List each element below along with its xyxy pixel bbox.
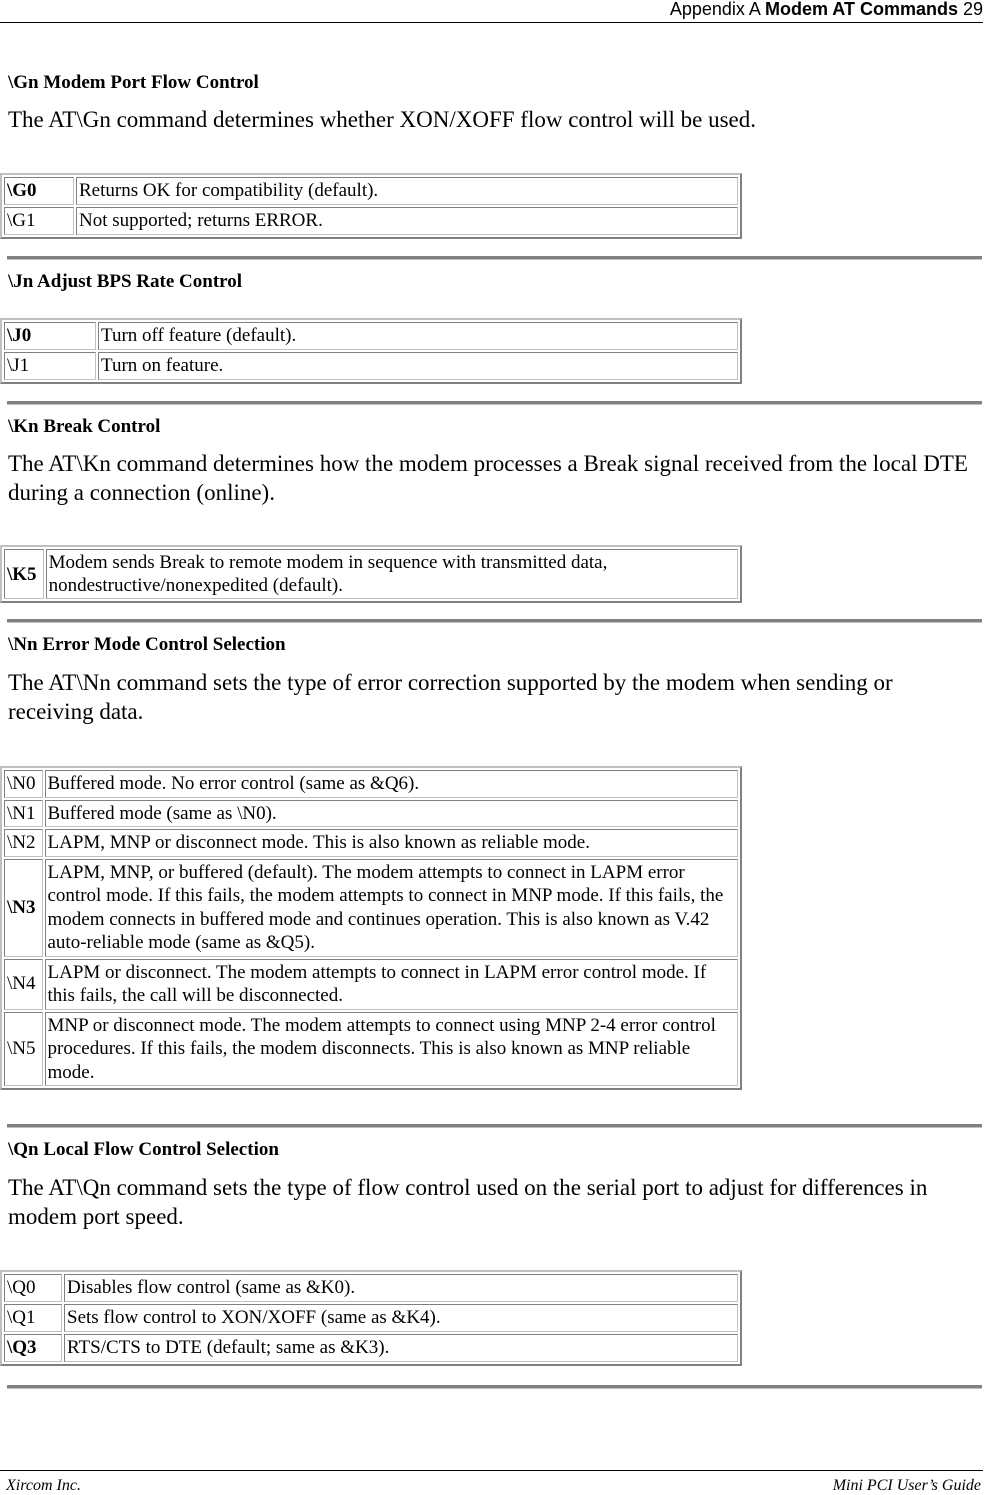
section-divider [7, 1124, 982, 1128]
command-table-gn [0, 173, 742, 239]
table-row [4, 859, 738, 957]
command-description: Buffered mode (same as \N0). [45, 800, 739, 828]
table-row [4, 207, 738, 235]
table-row [4, 959, 738, 1010]
command-description: LAPM or disconnect. The modem attempts to connect in LAPM error control mode. If this fails, the call will be disconnected. [45, 959, 739, 1010]
command-code: \G1 [4, 207, 74, 235]
command-code: \N3 [4, 859, 43, 957]
table-row [4, 1274, 738, 1302]
command-code: \K5 [4, 549, 44, 599]
command-description: LAPM, MNP or disconnect mode. This is also known as reliable mode. [45, 829, 739, 857]
command-description: LAPM, MNP, or buffered (default). The modem attempts to connect in LAPM error control mode. If this fails, the modem attempts to connect in MNP mode. If this fails, the modem connects in buffered mode and continues operation. This is also known as V.42 auto-reliable mode (same as &Q5). [45, 859, 739, 957]
command-table-kn [0, 545, 742, 603]
section-description-qn: The AT\Qn command sets the type of flow control used on the serial port to adjust for differences in modem port speed. [8, 1175, 928, 1229]
section-heading-qn: \Qn Local Flow Control Selection [8, 1139, 279, 1160]
header-appendix-label: Appendix A [669, 0, 765, 19]
table-row [4, 770, 738, 798]
command-code: \N1 [4, 800, 43, 828]
section-description-gn: The AT\Gn command determines whether XON/XOFF flow control will be used. [8, 107, 757, 132]
page-number: 29 [957, 0, 983, 19]
page-footer [0, 1470, 983, 1494]
table-row [4, 177, 738, 205]
command-table-qn [0, 1270, 742, 1366]
page-header [0, 0, 983, 23]
command-code: \Q3 [4, 1334, 62, 1362]
command-description: Turn off feature (default). [98, 322, 738, 350]
table-row [4, 829, 738, 857]
command-description: Not supported; returns ERROR. [76, 207, 738, 235]
section-heading-nn: \Nn Error Mode Control Selection [8, 634, 286, 655]
command-code: \N4 [4, 959, 43, 1010]
section-divider [7, 256, 982, 260]
command-code: \N0 [4, 770, 43, 798]
command-description: Buffered mode. No error control (same as &Q6). [45, 770, 739, 798]
command-description: Turn on feature. [98, 352, 738, 380]
section-divider [7, 619, 982, 623]
command-code: \Q0 [4, 1274, 62, 1302]
table-row [4, 800, 738, 828]
command-code: \N2 [4, 829, 43, 857]
section-heading-kn: \Kn Break Control [8, 416, 161, 437]
table-row [4, 1012, 738, 1087]
command-description: Disables flow control (same as &K0). [64, 1274, 738, 1302]
section-heading-gn: \Gn Modem Port Flow Control [8, 72, 259, 93]
section-description-kn: The AT\Kn command determines how the modem processes a Break signal received from the local DTE during a connection (online). [8, 451, 968, 505]
command-code: \J1 [4, 352, 96, 380]
command-code: \N5 [4, 1012, 43, 1087]
command-description: RTS/CTS to DTE (default; same as &K3). [64, 1334, 738, 1362]
command-description: Returns OK for compatibility (default). [76, 177, 738, 205]
command-description: Modem sends Break to remote modem in sequence with transmitted data, nondestructive/nonexpedited (default). [46, 549, 738, 599]
table-row [4, 322, 738, 350]
command-code: \G0 [4, 177, 74, 205]
section-heading-jn: \Jn Adjust BPS Rate Control [8, 271, 243, 292]
command-table-nn [0, 766, 742, 1090]
table-row [4, 549, 738, 599]
section-divider [7, 1385, 982, 1389]
footer-company: Xircom Inc. [6, 1477, 81, 1494]
section-divider [7, 401, 982, 405]
command-code: \Q1 [4, 1304, 62, 1332]
table-row [4, 1334, 738, 1362]
table-row [4, 1304, 738, 1332]
section-description-nn: The AT\Nn command sets the type of error correction supported by the modem when sending or receiving data. [8, 670, 893, 724]
command-code: \J0 [4, 322, 96, 350]
command-description: MNP or disconnect mode. The modem attempts to connect using MNP 2-4 error control procedures. If this fails, the modem disconnects. This is also known as MNP reliable mode. [45, 1012, 739, 1087]
table-row [4, 352, 738, 380]
header-title: Modem AT Commands [764, 0, 958, 19]
command-table-jn [0, 318, 742, 384]
footer-document-title: Mini PCI User’s Guide [832, 1477, 981, 1494]
command-description: Sets flow control to XON/XOFF (same as &K4). [64, 1304, 738, 1332]
